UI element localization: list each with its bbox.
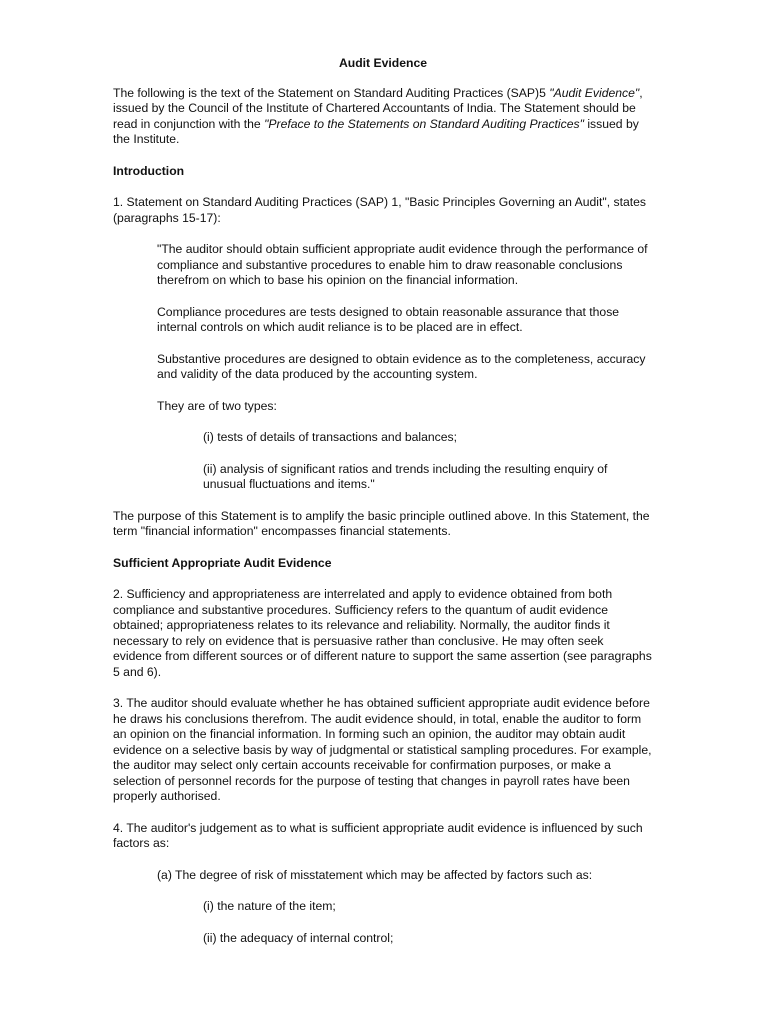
paragraph-3: 3. The auditor should evaluate whether he has obtained sufficient appropriate audit evidence before he draws his conclusions therefrom. The audit evidence should, in total, enable the auditor to form an opinion on the financial information. In forming such an opinion, the auditor may obtain audit evidence on a selective basis by way of judgmental or statistical sampling procedures. For example, the auditor may select only certain accounts receivable for confirmation purposes, or make a selection of personnel records for the purpose of testing that changes in payroll rates have been properly authorised. (113, 696, 652, 803)
intro-text-3: issued by the Institute. (113, 116, 639, 146)
intro-statement-title: "Audit Evidence" (549, 85, 640, 100)
quote-paragraph-1: "The auditor should obtain sufficient appropriate audit evidence through the performance of compliance and substantive procedures to enable him to draw reasonable conclusions therefrom on which to base his opinion on the financial information. (157, 242, 648, 287)
paragraph-1: 1. Statement on Standard Auditing Practices (SAP) 1, "Basic Principles Governing an Audit", states (paragraphs 15-17): (113, 195, 646, 225)
document-title: Audit Evidence (338, 56, 428, 70)
intro-text-1: The following is the text of the Statement on Standard Auditing Practices (SAP)5 (113, 85, 550, 100)
quote-list-item-1: (i) tests of details of transactions and balances; (203, 430, 458, 444)
list-item-a: (a) The degree of risk of misstatement which may be affected by factors such as: (157, 867, 593, 882)
heading-introduction: Introduction (113, 163, 185, 178)
quote-paragraph-3: Substantive procedures are designed to obtain evidence as to the completeness, accuracy and validity of the data produced by the accounting system. (157, 351, 646, 381)
purpose-paragraph: The purpose of this Statement is to amplify the basic principle outlined above. In this Statement, the term "financial information" encompasses financial statements. (113, 508, 650, 538)
quote-paragraph-2: Compliance procedures are tests designed to obtain reasonable assurance that those internal controls on which audit reliance is to be placed are in effect. (157, 304, 620, 334)
paragraph-2: 2. Sufficiency and appropriateness are interrelated and apply to evidence obtained from both compliance and substantive procedures. Sufficiency refers to the quantum of audit evidence obtained; appropriateness relates to its relevance and reliability. Normally, the auditor finds it necessary to rely on evidence that is persuasive rather than conclusive. He may often seek evidence from different sources or of different nature to support the same assertion (see paragraphs 5 and 6). (113, 587, 652, 679)
quote-paragraph-4: They are of two types: (157, 398, 277, 413)
quote-list-item-2: (ii) analysis of significant ratios and trends including the resulting enquiry of unusual fluctuations and items." (203, 461, 608, 491)
intro-text-2: , issued by the Council of the Institute of Chartered Accountants of India. The Statement should be read in conjunction with the (113, 85, 643, 131)
intro-paragraph (113, 86, 653, 148)
document-page (113, 56, 653, 962)
intro-preface-title: "Preface to the Statements on Standard Auditing Practices" (264, 116, 584, 131)
paragraph-4: 4. The auditor's judgement as to what is sufficient appropriate audit evidence is influenced by such factors as: (113, 820, 643, 850)
list-item-a-ii: (ii) the adequacy of internal control; (203, 930, 394, 945)
list-item-a-i: (i) the nature of the item; (203, 899, 336, 913)
heading-sufficient-appropriate-audit-evidence: Sufficient Appropriate Audit Evidence (113, 555, 332, 570)
